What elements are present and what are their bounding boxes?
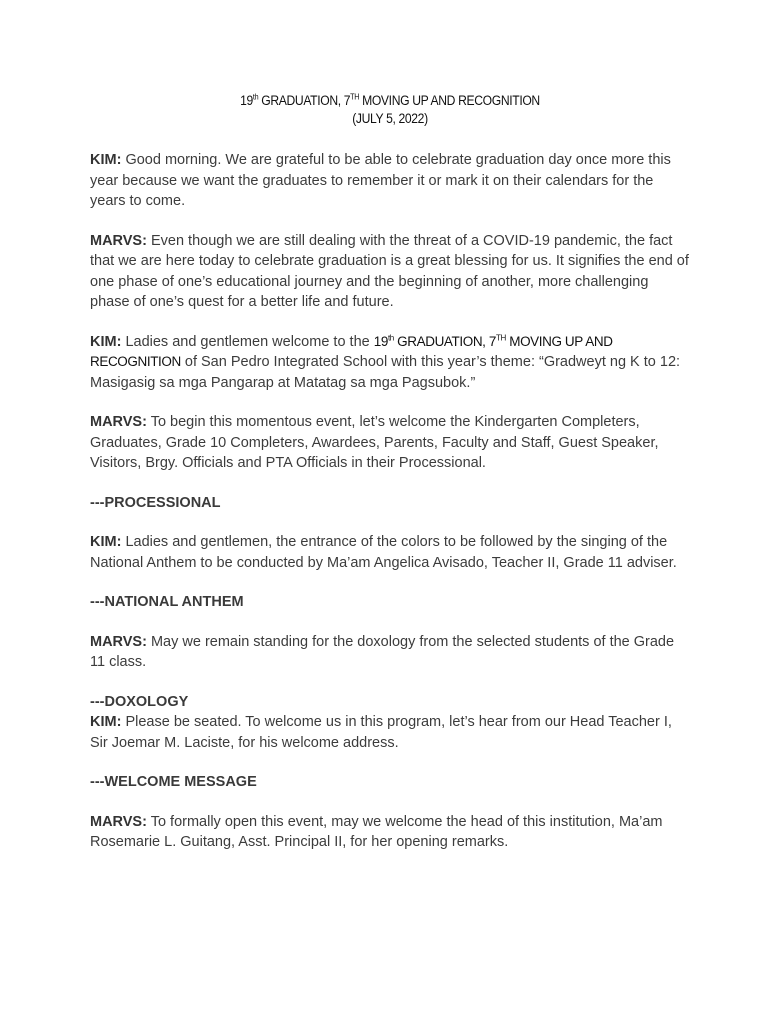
event-moving-up-text: MOVING UP AND RECOGNITION [90,333,613,369]
program-cue: ---DOXOLOGY [90,693,189,710]
title-graduation-text: GRADUATION, 7 [258,93,351,108]
paragraph-text: Ladies and gentlemen, the entrance of the colors to be followed by the singing of the National Anthem to be conducted by Ma’am Angelica Avisado, Teacher II, Grade 11 adviser. [90,534,677,571]
paragraph-text: Even though we are still dealing with the threat of a COVID-19 pandemic, the fact that we are here today to celebrate graduation is a great blessing for us. It signifies the end of one phase of one’s educational journey and the beginning of another, more challenging phase of one’s quest for a better life and future. [90,232,689,310]
script-paragraph [90,812,690,853]
script-paragraph [90,150,690,212]
paragraph-text: May we remain standing for the doxology from the selected students of the Grade 11 class. [90,633,675,670]
speaker-label: MARVS: [90,414,147,430]
speaker-label: MARVS: [90,232,147,249]
document-title [120,92,660,128]
script-paragraph [90,532,690,573]
title-date: (JULY 5, 2022) [352,111,428,126]
title-moving-up-text: MOVING UP AND RECOGNITION [359,93,540,108]
speaker-label: KIM: [90,152,122,168]
event-ordinal-suffix: TH [496,333,506,342]
script-paragraph [90,231,690,313]
paragraph-text: To begin this momentous event, let’s welcome the Kindergarten Completers, Graduates, Grade 10 Completers, Awardees, Parents, Faculty and Staff, Guest Speaker, Visitors, Brgy. Officials and PTA Officials in their Processional. [90,414,659,471]
title-ordinal-suffix: th [252,92,259,102]
event-ordinal-suffix: th [387,333,394,342]
paragraph-text: Ladies and gentlemen welcome to the [121,333,374,350]
script-paragraph [90,632,690,673]
program-cue: ---PROCESSIONAL [90,494,221,511]
document-page [90,92,690,872]
title-ordinal-suffix: TH [350,92,360,102]
event-graduation-text: GRADUATION, 7 [393,333,496,349]
speaker-label: KIM: [90,534,122,550]
title-ordinal-graduation: 19 [240,93,253,108]
program-cue: ---WELCOME MESSAGE [90,774,257,790]
speaker-label: MARVS: [90,813,147,830]
script-paragraph [90,412,690,474]
event-ordinal: 19 [373,333,388,349]
paragraph-text: of San Pedro Integrated School with this year’s theme: “Gradweyt ng K to 12: Masigasig sa mga Pangarap at Matatag sa mga Pagsubok.” [90,354,681,391]
paragraph-text: Please be seated. To welcome us in this program, let’s hear from our Head Teacher I, Sir Joemar M. Laciste, for his welcome address. [90,714,672,751]
program-cue: ---NATIONAL ANTHEM [90,594,244,610]
paragraph-text: To formally open this event, may we welcome the head of this institution, Ma’am Rosemarie L. Guitang, Asst. Principal II, for her opening remarks. [90,813,663,850]
paragraph-text: Good morning. We are grateful to be able to celebrate graduation day once more this year because we want the graduates to remember it or mark it on their calendars for the years to come. [90,152,671,209]
speaker-label: MARVS: [90,633,147,650]
script-paragraph [90,712,690,753]
title-line-1 [120,92,660,110]
speaker-label: KIM: [90,333,122,350]
speaker-label: KIM: [90,714,122,730]
script-paragraph [90,332,690,394]
